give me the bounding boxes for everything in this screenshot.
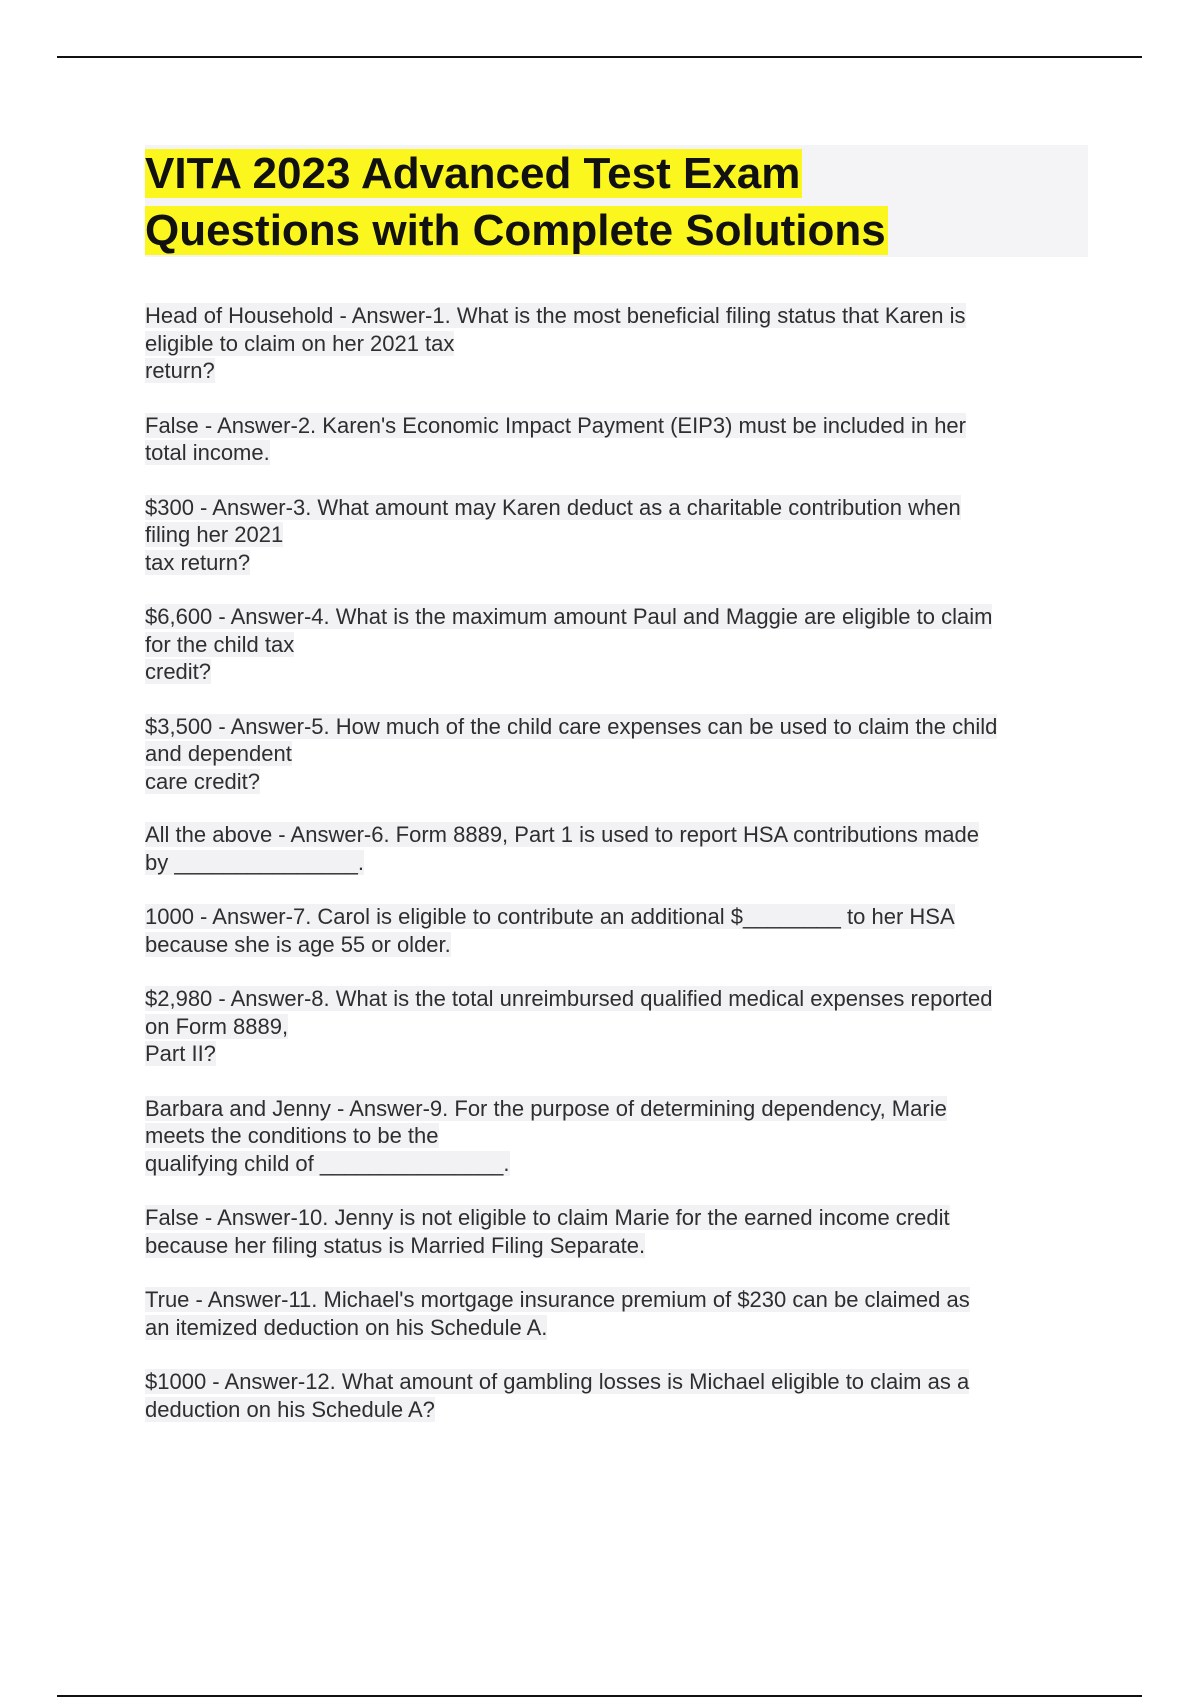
qa-item-3-line-3 [145, 549, 1085, 577]
qa-item-4 [145, 603, 1085, 686]
qa-item-1-line-2 [145, 330, 1085, 358]
qa-item-11 [145, 1286, 1085, 1341]
top-divider [57, 56, 1142, 58]
qa-item-1 [145, 302, 1085, 385]
qa-line-text: qualifying child of _______________. [145, 1150, 510, 1176]
qa-item-3-line-1 [145, 494, 1085, 522]
qa-item-2 [145, 412, 1085, 467]
qa-item-8-line-3 [145, 1040, 1085, 1068]
qa-item-4-line-1 [145, 603, 1085, 631]
qa-item-9-line-3 [145, 1150, 1085, 1178]
qa-item-1-line-3 [145, 357, 1085, 385]
qa-line-text: Part II? [145, 1041, 216, 1066]
qa-list [145, 302, 1085, 1423]
qa-line-text: eligible to claim on her 2021 tax [145, 330, 455, 356]
qa-item-11-line-1 [145, 1286, 1085, 1314]
qa-line-text: for the child tax [145, 631, 295, 657]
qa-item-10-line-1 [145, 1204, 1085, 1232]
qa-item-10 [145, 1204, 1085, 1259]
title-line-1: VITA 2023 Advanced Test Exam [145, 149, 801, 198]
qa-line-text: return? [145, 358, 215, 383]
qa-line-text: total income. [145, 440, 270, 465]
title-line-2: Questions with Complete Solutions [145, 206, 886, 255]
qa-line-text: All the above - Answer-6. Form 8889, Part 1 is used to report HSA contributions made [145, 822, 979, 847]
qa-item-11-line-2 [145, 1314, 1085, 1342]
qa-item-12-line-1 [145, 1368, 1085, 1396]
qa-line-text: care credit? [145, 768, 260, 794]
qa-item-5-line-1 [145, 713, 1085, 741]
qa-item-9-line-2 [145, 1122, 1085, 1150]
qa-item-2-line-1 [145, 412, 1085, 440]
qa-line-text: and dependent [145, 741, 292, 766]
qa-item-3-line-2 [145, 521, 1085, 549]
qa-line-text: deduction on his Schedule A? [145, 1396, 435, 1422]
qa-item-6-line-2 [145, 849, 1085, 877]
qa-line-text: $6,600 - Answer-4. What is the maximum amount Paul and Maggie are eligible to claim [145, 604, 993, 629]
qa-line-text: $3,500 - Answer-5. How much of the child care expenses can be used to claim the child [145, 713, 998, 739]
qa-line-text: because she is age 55 or older. [145, 931, 451, 957]
qa-item-4-line-3 [145, 658, 1085, 686]
qa-item-7 [145, 903, 1085, 958]
qa-line-text: $1000 - Answer-12. What amount of gambling losses is Michael eligible to claim as a [145, 1369, 970, 1394]
qa-item-8 [145, 985, 1085, 1068]
qa-item-1-line-1 [145, 302, 1085, 330]
qa-item-7-line-1 [145, 903, 1085, 931]
qa-line-text: on Form 8889, [145, 1013, 289, 1039]
qa-line-text: 1000 - Answer-7. Carol is eligible to contribute an additional $________ to her HSA [145, 904, 955, 929]
qa-line-text: filing her 2021 [145, 522, 284, 547]
qa-line-text: Barbara and Jenny - Answer-9. For the purpose of determining dependency, Marie [145, 1095, 947, 1121]
qa-line-text: $2,980 - Answer-8. What is the total unreimbursed qualified medical expenses reported [145, 986, 993, 1011]
qa-item-6 [145, 821, 1085, 876]
qa-item-9-line-1 [145, 1095, 1085, 1123]
qa-item-12-line-2 [145, 1396, 1085, 1424]
qa-line-text: credit? [145, 659, 212, 684]
qa-item-6-line-1 [145, 821, 1085, 849]
qa-item-5-line-3 [145, 768, 1085, 796]
qa-line-text: Head of Household - Answer-1. What is the most beneficial filing status that Karen is [145, 303, 966, 328]
qa-item-5-line-2 [145, 740, 1085, 768]
qa-line-text: because her filing status is Married Filing Separate. [145, 1232, 646, 1258]
bottom-divider [57, 1695, 1142, 1697]
qa-item-10-line-2 [145, 1232, 1085, 1260]
qa-line-text: False - Answer-10. Jenny is not eligible to claim Marie for the earned income credit [145, 1205, 950, 1230]
qa-item-7-line-2 [145, 931, 1085, 959]
qa-line-text: $300 - Answer-3. What amount may Karen deduct as a charitable contribution when [145, 494, 961, 520]
qa-item-2-line-2 [145, 439, 1085, 467]
qa-line-text: True - Answer-11. Michael's mortgage insurance premium of $230 can be claimed as [145, 1287, 970, 1312]
qa-line-text: False - Answer-2. Karen's Economic Impact Payment (EIP3) must be included in her [145, 412, 966, 438]
qa-item-9 [145, 1095, 1085, 1178]
qa-item-8-line-1 [145, 985, 1085, 1013]
qa-item-8-line-2 [145, 1013, 1085, 1041]
qa-line-text: meets the conditions to be the [145, 1123, 439, 1148]
qa-item-3 [145, 494, 1085, 577]
qa-item-4-line-2 [145, 631, 1085, 659]
qa-line-text: tax return? [145, 549, 251, 575]
qa-item-12 [145, 1368, 1085, 1423]
qa-line-text: by _______________. [145, 849, 364, 875]
qa-line-text: an itemized deduction on his Schedule A. [145, 1314, 548, 1340]
document-title [145, 145, 1088, 259]
qa-item-5 [145, 713, 1085, 796]
title-block [145, 145, 1088, 257]
